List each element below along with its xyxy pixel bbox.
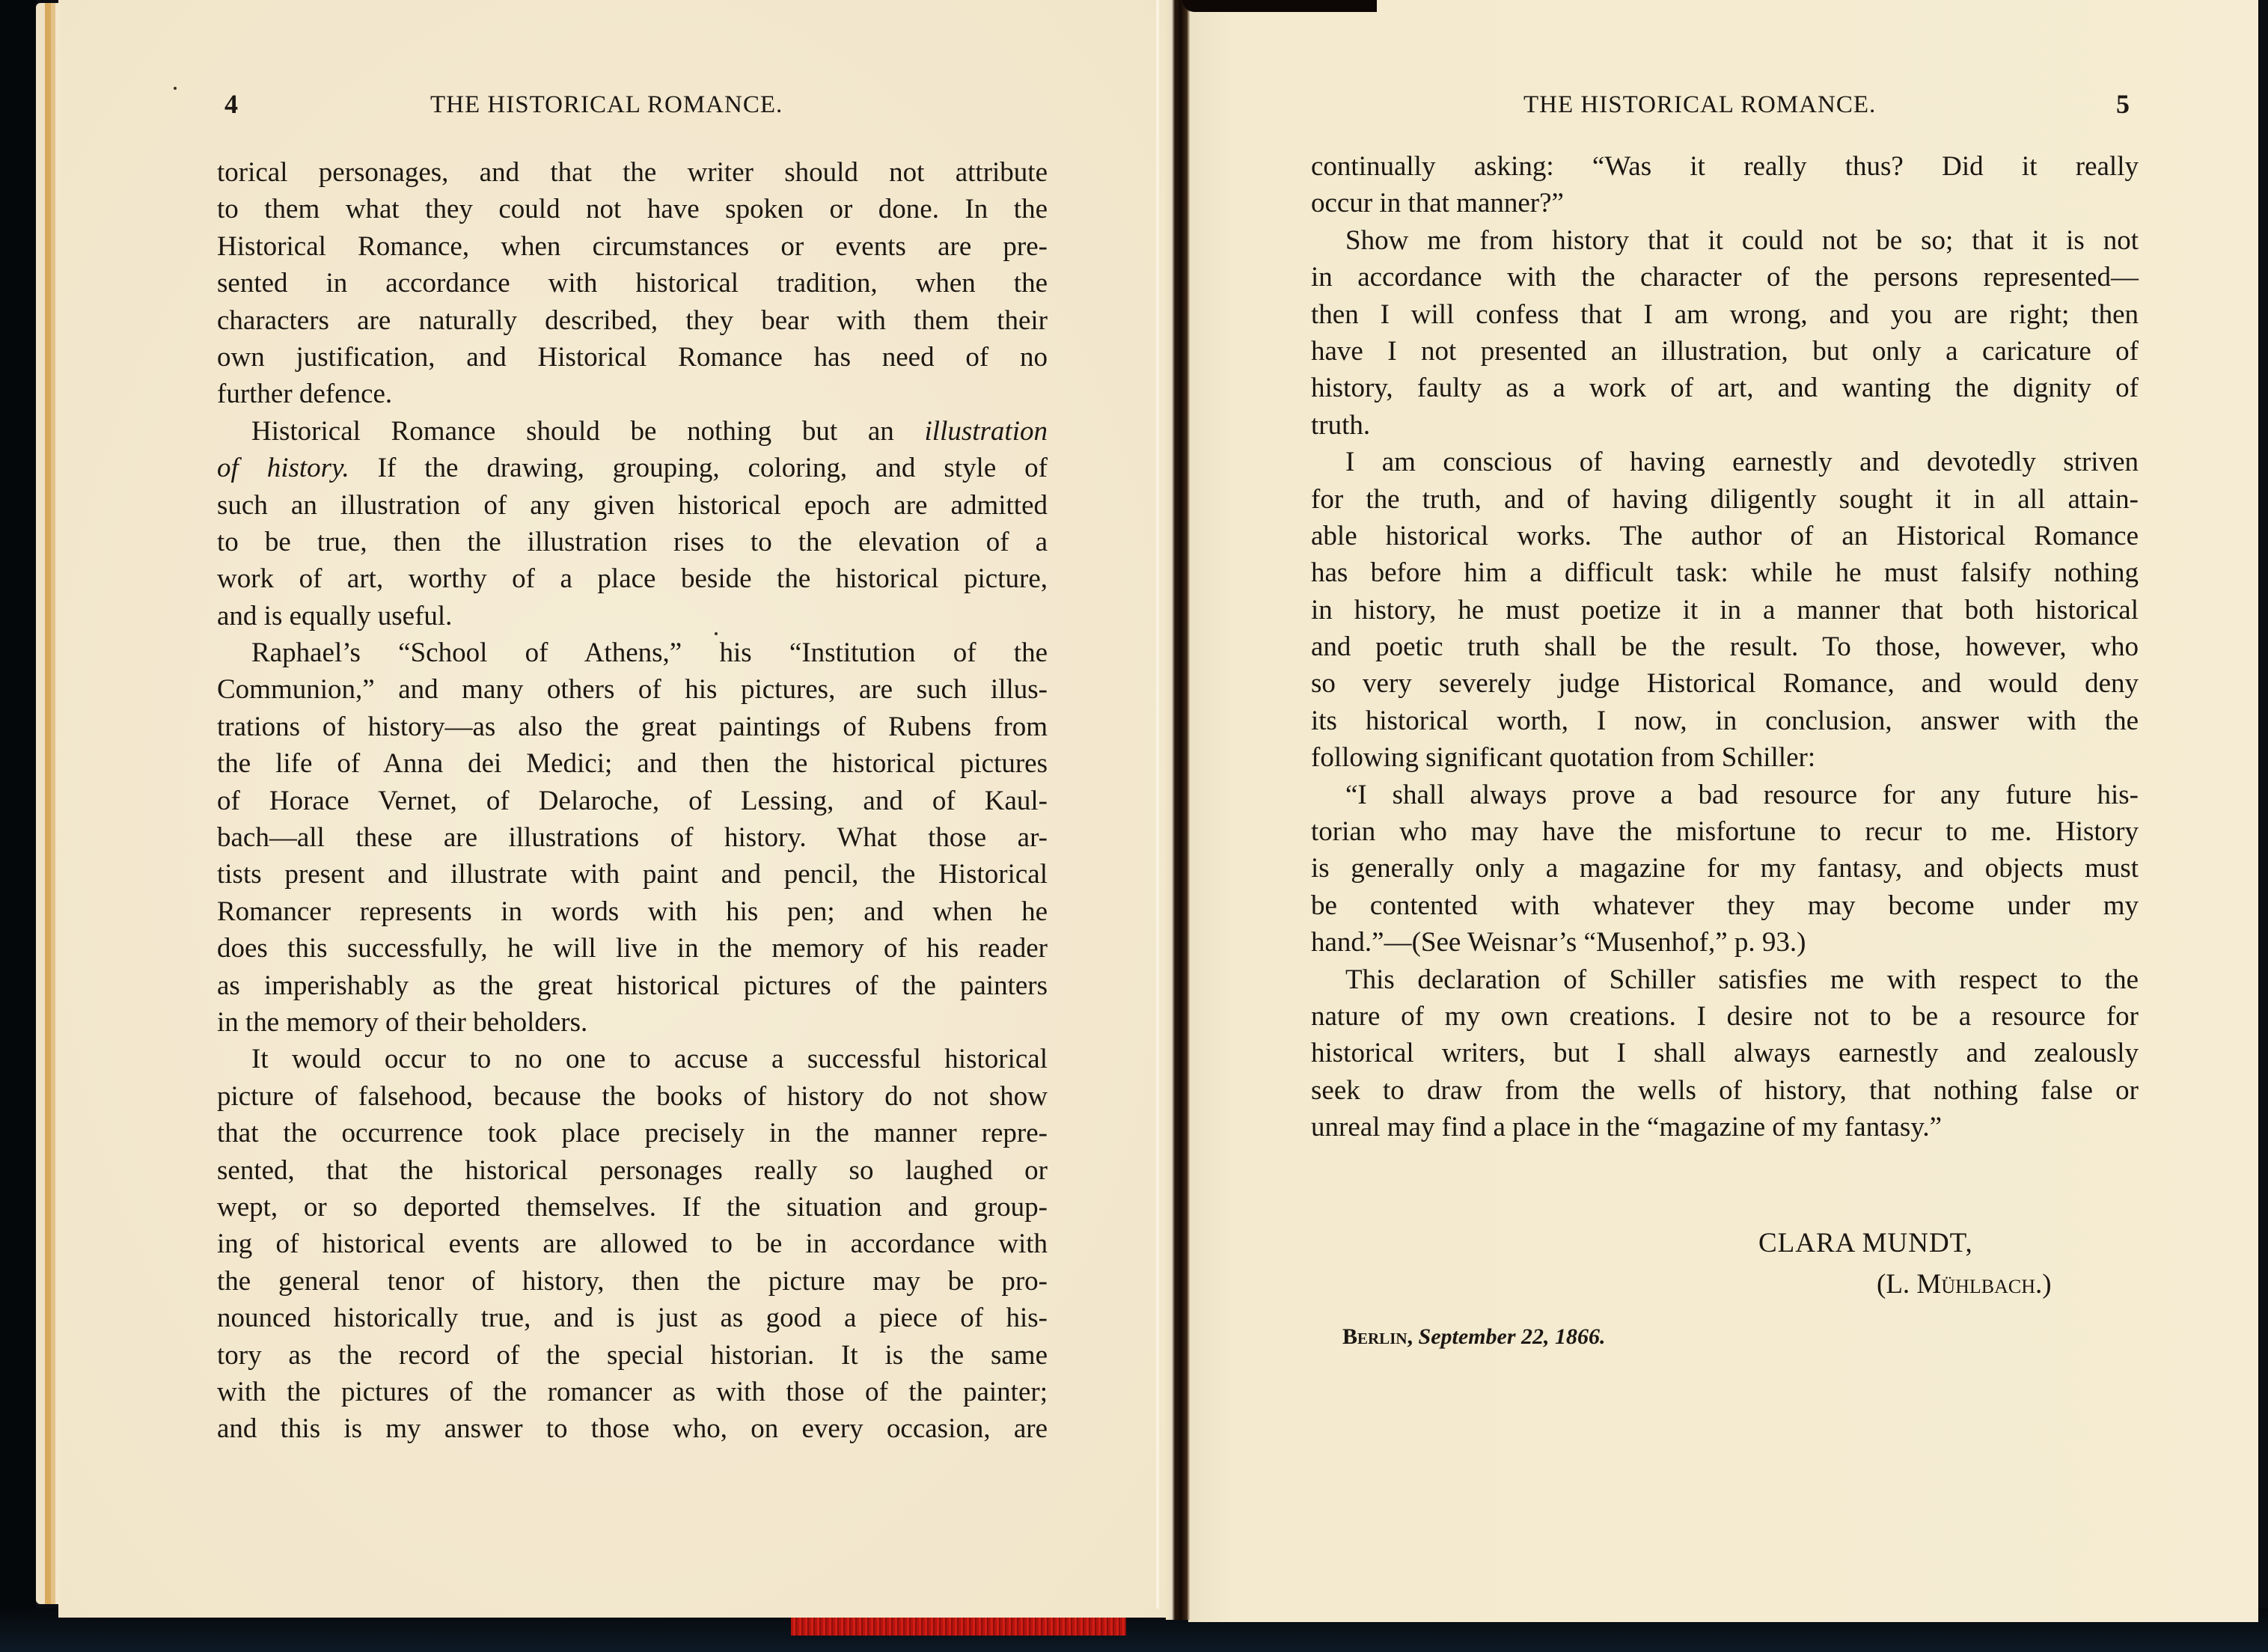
text-line: and is equally useful. xyxy=(217,600,453,631)
text-line: following significant quotation from Schiller: xyxy=(1311,742,1816,774)
text-line: It would occur to no one to accuse a successful historical xyxy=(251,1044,1048,1075)
text-line: torian who may have the misfortune to recur to me. History xyxy=(1311,816,2139,848)
left-running-head: THE HISTORICAL ROMANCE. xyxy=(430,91,783,118)
text-line: in history, he must poetize it in a manner that both historical xyxy=(1311,594,2139,625)
text-line: history, faulty as a work of art, and wanting the dignity of xyxy=(1311,373,2139,404)
text-line: historical writers, but I shall always earnestly and zealously xyxy=(1311,1038,2139,1069)
text-line: own justification, and Historical Romance has need of no xyxy=(217,341,1048,373)
text-line: then I will confess that I am wrong, and you are right; then xyxy=(1311,299,2139,330)
text-line: bach—all these are illustrations of history. What those ar- xyxy=(217,822,1048,854)
dateline-place: Berlin, xyxy=(1342,1324,1413,1349)
text-line: the general tenor of history, then the picture may be pro- xyxy=(217,1265,1048,1297)
right-running-head: THE HISTORICAL ROMANCE. xyxy=(1523,91,1877,118)
text-segment: Historical Romance should be nothing but an xyxy=(251,415,925,447)
text-line: tory as the record of the special historian. It is the same xyxy=(217,1339,1048,1371)
text-line: such an illustration of any given historical epoch are admitted xyxy=(217,489,1048,521)
left-page-number: 4 xyxy=(224,89,238,119)
binding-thread xyxy=(1156,0,1159,1609)
signature-name: CLARA MUNDT, xyxy=(1758,1228,1973,1258)
signature-pseudonym: (L. Mühlbach.) xyxy=(1877,1269,2052,1300)
book-gutter xyxy=(1166,0,1190,1620)
page-edges-stack xyxy=(36,3,60,1604)
text-line xyxy=(217,450,1048,486)
book-cover-left-edge xyxy=(0,0,36,1652)
text-line: has before him a difficult task: while he must falsify nothing xyxy=(1311,557,2139,589)
text-line: and this is my answer to those who, on every occasion, are xyxy=(217,1413,1048,1445)
italic-text-segment: of history. xyxy=(217,453,349,484)
text-line: and poetic truth shall be the result. To those, however, who xyxy=(1311,631,2139,663)
text-line: “I shall always prove a bad resource for any future his- xyxy=(1345,779,2139,810)
text-line: Historical Romance, when circumstances or events are pre- xyxy=(217,230,1048,262)
text-line: is generally only a magazine for my fantasy, and objects must xyxy=(1311,853,2139,884)
text-line: have I not presented an illustration, but only a caricature of xyxy=(1311,335,2139,367)
text-segment: If the drawing, grouping, coloring, and style of xyxy=(349,453,1048,484)
text-line: with the pictures of the romancer as with those of the painter; xyxy=(217,1376,1048,1407)
text-line: so very severely judge Historical Romance, and would deny xyxy=(1311,668,2139,700)
text-line: for the truth, and of having diligently sought it in all attain- xyxy=(1311,483,2139,515)
text-line: I am conscious of having earnestly and devotedly striven xyxy=(1345,447,2139,478)
text-line: hand.”—(See Weisnar’s “Musenhof,” p. 93.) xyxy=(1311,927,1806,958)
text-line: wept, or so deported themselves. If the situation and group- xyxy=(217,1191,1048,1223)
text-line xyxy=(217,413,1048,450)
text-line: its historical worth, I now, in conclusion, answer with the xyxy=(1311,705,2139,736)
italic-text-segment: illustration xyxy=(924,415,1048,447)
text-line: to them what they could not have spoken or done. In the xyxy=(217,194,1048,225)
paper-speck xyxy=(715,632,718,635)
text-line: picture of falsehood, because the books of history do not show xyxy=(217,1080,1048,1112)
text-line: unreal may find a place in the “magazine of my fantasy.” xyxy=(1311,1112,1943,1143)
text-line: occur in that manner?” xyxy=(1311,188,1564,219)
text-line: seek to draw from the wells of history, that nothing false or xyxy=(1311,1074,2139,1106)
text-line: characters are naturally described, they bear with them their xyxy=(217,305,1048,336)
dateline-date: September 22, 1866. xyxy=(1418,1324,1606,1349)
text-line: does this successfully, he will live in the memory of his reader xyxy=(217,933,1048,964)
text-line: sented, that the historical personages really so laughed or xyxy=(217,1154,1048,1186)
text-line: that the occurrence took place precisely in the manner repre- xyxy=(217,1118,1048,1149)
text-line: nounced historically true, and is just as good a piece of his- xyxy=(217,1303,1048,1334)
text-line: Communion,” and many others of his pictures, are such illus- xyxy=(217,674,1048,706)
text-line: truth. xyxy=(1311,409,1371,441)
text-line: ing of historical events are allowed to be in accordance with xyxy=(217,1229,1048,1260)
text-line: in the memory of their beholders. xyxy=(217,1006,588,1038)
text-line: This declaration of Schiller satisfies me with respect to the xyxy=(1345,964,2139,995)
text-line: further defence. xyxy=(217,379,393,410)
paper-speck xyxy=(174,87,177,90)
text-line: the life of Anna dei Medici; and then the historical pictures xyxy=(217,748,1048,780)
text-line: Show me from history that it could not be so; that it is not xyxy=(1345,224,2139,256)
right-page-body xyxy=(1311,148,2139,1146)
text-line: be contented with whatever they may become under my xyxy=(1311,890,2139,921)
text-line: tists present and illustrate with paint and pencil, the Historical xyxy=(217,859,1048,890)
text-line: able historical works. The author of an Historical Romance xyxy=(1311,520,2139,551)
text-line: work of art, worthy of a place beside the historical picture, xyxy=(217,563,1048,595)
right-page-number: 5 xyxy=(2116,89,2130,119)
text-line: as imperishably as the great historical pictures of the painters xyxy=(217,970,1048,1001)
text-line: Romancer represents in words with his pen; and when he xyxy=(217,896,1048,927)
text-line: Raphael’s “School of Athens,” his “Institution of the xyxy=(251,637,1048,669)
spine-top-shadow xyxy=(1182,0,1377,12)
text-line: in accordance with the character of the persons represented— xyxy=(1311,262,2139,293)
text-line: continually asking: “Was it really thus? Did it really xyxy=(1311,151,2139,182)
text-line: of Horace Vernet, of Delaroche, of Lessing, and of Kaul- xyxy=(217,785,1048,816)
dateline xyxy=(1342,1324,1606,1350)
text-line: trations of history—as also the great paintings of Rubens from xyxy=(217,711,1048,742)
text-line: nature of my own creations. I desire not to be a resource for xyxy=(1311,1000,2139,1032)
text-line: torical personages, and that the writer should not attribute xyxy=(217,157,1048,188)
text-line: sented in accordance with historical tradition, when the xyxy=(217,268,1048,299)
text-line: to be true, then the illustration rises to the elevation of a xyxy=(217,526,1048,557)
left-page-body xyxy=(217,154,1048,1448)
